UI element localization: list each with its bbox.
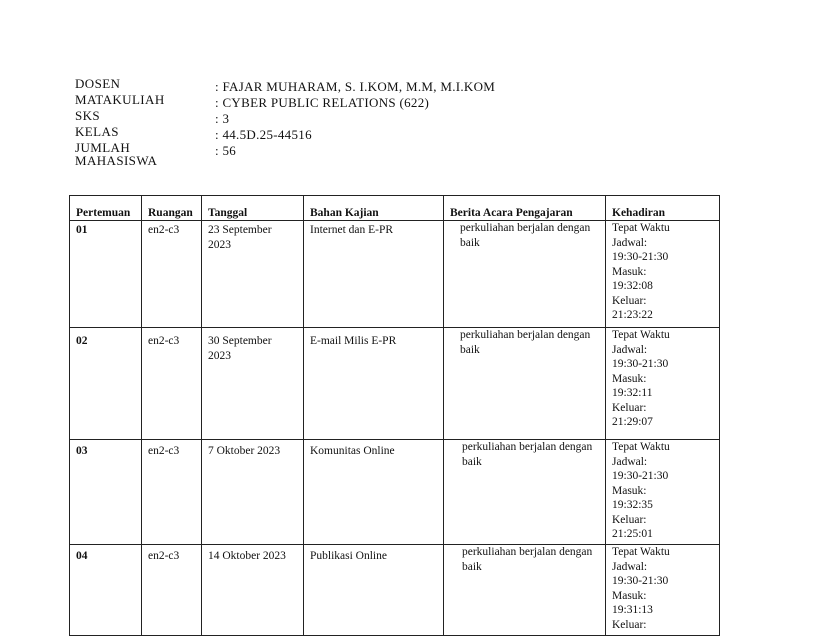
kehadiran-masuk-label: Masuk: <box>612 265 647 278</box>
table-row <box>70 440 720 545</box>
cell-bahan-kajian: E-mail Milis E-PR <box>304 328 444 440</box>
kehadiran-keluar: 21:23:22 <box>612 309 653 321</box>
info-label: SKS <box>75 108 101 123</box>
kehadiran-masuk: 19:31:13 <box>612 604 653 616</box>
info-value: : FAJAR MUHARAM, S. I.KOM, M.M, M.I.KOM <box>215 79 496 94</box>
kehadiran-masuk-label: Masuk: <box>612 484 647 497</box>
kehadiran-keluar: 21:29:07 <box>612 416 653 428</box>
kehadiran-jadwal: 19:30-21:30 <box>612 358 669 370</box>
kehadiran-keluar-label: Keluar: <box>612 294 647 307</box>
info-label: KELAS <box>75 124 119 139</box>
info-label: DOSEN <box>75 76 121 91</box>
cell-kehadiran <box>606 440 720 545</box>
column-header-tanggal: Tanggal <box>202 196 304 221</box>
column-header-ruangan: Ruangan <box>142 196 202 221</box>
cell-tanggal: 30 September 2023 <box>202 328 304 440</box>
kehadiran-keluar-label: Keluar: <box>612 618 647 631</box>
kehadiran-jadwal-label: Jadwal: <box>612 455 648 468</box>
cell-ruangan: en2-c3 <box>142 440 202 545</box>
table-header-row <box>70 196 720 221</box>
kehadiran-masuk: 19:32:11 <box>612 387 653 399</box>
info-label: MATAKULIAH <box>75 92 165 107</box>
kehadiran-masuk: 19:32:35 <box>612 499 653 511</box>
kehadiran-jadwal-label: Jadwal: <box>612 343 648 356</box>
cell-kehadiran <box>606 221 720 328</box>
kehadiran-jadwal-label: Jadwal: <box>612 236 648 249</box>
kehadiran-jadwal: 19:30-21:30 <box>612 251 669 263</box>
kehadiran-jadwal: 19:30-21:30 <box>612 575 669 587</box>
kehadiran-jadwal: 19:30-21:30 <box>612 470 669 482</box>
column-header-pertemuan: Pertemuan <box>70 196 142 221</box>
kehadiran-masuk-label: Masuk: <box>612 372 647 385</box>
kehadiran-keluar: 21:25:01 <box>612 528 653 540</box>
info-value: : 44.5D.25-44516 <box>215 127 312 142</box>
cell-tanggal: 23 September 2023 <box>202 221 304 328</box>
kehadiran-keluar-label: Keluar: <box>612 513 647 526</box>
kehadiran-jadwal-label: Jadwal: <box>612 560 648 573</box>
cell-berita-acara: perkuliahan berjalan dengan baik <box>444 440 606 545</box>
info-label: JUMLAH MAHASISWA <box>75 140 158 168</box>
attendance-table <box>69 195 720 636</box>
kehadiran-masuk-label: Masuk: <box>612 589 647 602</box>
cell-bahan-kajian: Komunitas Online <box>304 440 444 545</box>
cell-berita-acara: perkuliahan berjalan dengan baik <box>444 221 606 328</box>
cell-kehadiran <box>606 328 720 440</box>
table-row <box>70 328 720 440</box>
cell-kehadiran <box>606 545 720 636</box>
cell-ruangan: en2-c3 <box>142 221 202 328</box>
cell-berita-acara: perkuliahan berjalan dengan baik <box>444 545 606 636</box>
cell-tanggal: 7 Oktober 2023 <box>202 440 304 545</box>
cell-ruangan: en2-c3 <box>142 328 202 440</box>
info-value: : 3 <box>215 111 230 126</box>
column-header-berita-acara: Berita Acara Pengajaran <box>444 196 606 221</box>
column-header-bahan-kajian: Bahan Kajian <box>304 196 444 221</box>
kehadiran-status: Tepat Waktu <box>612 329 670 341</box>
column-header-kehadiran: Kehadiran <box>606 196 720 221</box>
info-value: : 56 <box>215 143 237 158</box>
kehadiran-status: Tepat Waktu <box>612 222 670 234</box>
cell-pertemuan: 01 <box>70 221 142 328</box>
cell-tanggal: 14 Oktober 2023 <box>202 545 304 636</box>
cell-pertemuan: 03 <box>70 440 142 545</box>
cell-bahan-kajian: Internet dan E-PR <box>304 221 444 328</box>
cell-bahan-kajian: Publikasi Online <box>304 545 444 636</box>
cell-pertemuan: 02 <box>70 328 142 440</box>
table-row <box>70 545 720 636</box>
table-row <box>70 221 720 328</box>
info-value: : CYBER PUBLIC RELATIONS (622) <box>215 95 430 110</box>
cell-berita-acara: perkuliahan berjalan dengan baik <box>444 328 606 440</box>
cell-ruangan: en2-c3 <box>142 545 202 636</box>
cell-pertemuan: 04 <box>70 545 142 636</box>
kehadiran-status: Tepat Waktu <box>612 546 670 558</box>
kehadiran-keluar-label: Keluar: <box>612 401 647 414</box>
kehadiran-masuk: 19:32:08 <box>612 280 653 292</box>
kehadiran-status: Tepat Waktu <box>612 441 670 453</box>
